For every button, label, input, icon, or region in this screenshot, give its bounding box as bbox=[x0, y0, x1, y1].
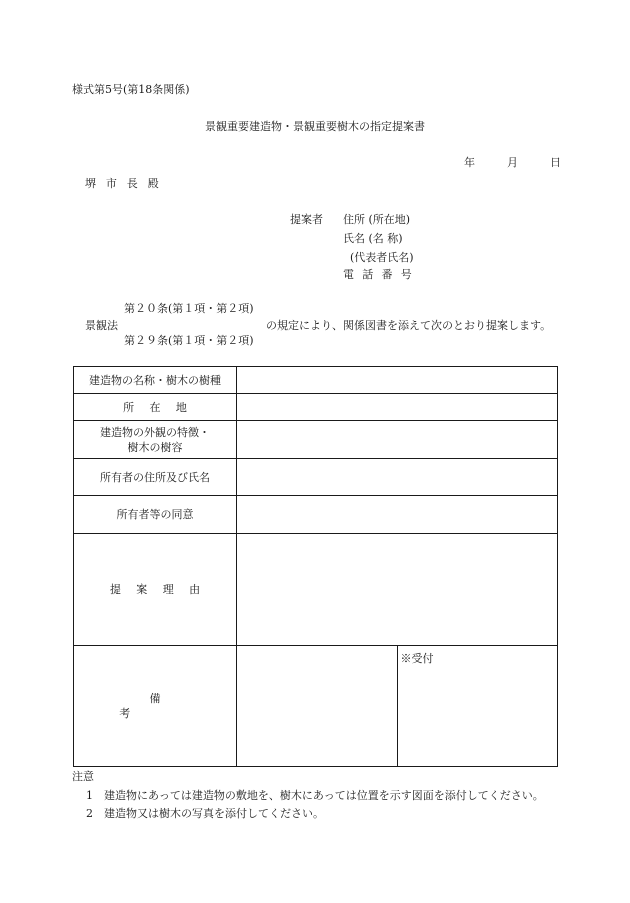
date-line bbox=[464, 156, 561, 170]
proposer-label: 提案者 bbox=[290, 213, 323, 226]
table-row bbox=[74, 421, 558, 459]
value-remarks[interactable] bbox=[237, 646, 398, 767]
row-label-owner: 所有者の住所及び氏名 bbox=[74, 459, 237, 496]
table-row bbox=[74, 496, 558, 534]
law-name: 景観法 bbox=[85, 319, 118, 332]
table-row bbox=[74, 534, 558, 646]
value-owner[interactable] bbox=[237, 459, 558, 496]
note-item: 2 建造物又は樹木の写真を添付してください。 bbox=[86, 807, 324, 820]
table-row bbox=[74, 646, 558, 767]
form-number: 様式第5号(第18条関係) bbox=[72, 83, 190, 96]
row-label-features-line1: 建造物の外観の特徴・ bbox=[100, 425, 210, 439]
reception-label: ※受付 bbox=[400, 652, 434, 665]
date-year: 年 bbox=[464, 156, 475, 169]
note-item: 1 建造物にあっては建造物の敷地を、樹木にあっては位置を示す図面を添付してください。 bbox=[86, 789, 544, 802]
value-features[interactable] bbox=[237, 421, 558, 459]
proposer-address-label: 住所 (所在地) bbox=[343, 213, 411, 226]
row-label-features-line2: 樹木の樹容 bbox=[127, 440, 183, 454]
row-label-consent: 所有者等の同意 bbox=[74, 496, 237, 534]
row-label-reason: 提案理由 bbox=[74, 534, 237, 646]
proposer-name-label: 氏名 (名 称) bbox=[343, 232, 403, 245]
proposer-representative-label: (代表者氏名) bbox=[350, 251, 414, 264]
row-label-location: 所在地 bbox=[74, 394, 237, 421]
proposer-phone-label: 電話番号 bbox=[343, 268, 420, 281]
table-row bbox=[74, 367, 558, 394]
row-label-features bbox=[74, 421, 237, 459]
date-month: 月 bbox=[507, 156, 518, 169]
value-reason[interactable] bbox=[237, 534, 558, 646]
row-label-name-species: 建造物の名称・樹木の樹種 bbox=[74, 367, 237, 394]
article-29: 第２９条(第１項・第２項) bbox=[124, 334, 254, 347]
article-20: 第２０条(第１項・第２項) bbox=[124, 302, 254, 315]
table-row bbox=[74, 459, 558, 496]
provision-text: の規定により、関係図書を添えて次のとおり提案します。 bbox=[266, 319, 552, 332]
row-label-remarks: 備考 bbox=[74, 646, 237, 767]
value-name-species[interactable] bbox=[237, 367, 558, 394]
reception-cell bbox=[397, 646, 558, 767]
table-row bbox=[74, 394, 558, 421]
notes-heading: 注意 bbox=[72, 770, 94, 783]
document-title: 景観重要建造物・景観重要樹木の指定提案書 bbox=[205, 120, 425, 133]
date-day: 日 bbox=[550, 156, 561, 169]
proposal-table bbox=[73, 366, 558, 767]
addressee: 堺市長殿 bbox=[85, 177, 169, 190]
value-consent[interactable] bbox=[237, 496, 558, 534]
value-location[interactable] bbox=[237, 394, 558, 421]
